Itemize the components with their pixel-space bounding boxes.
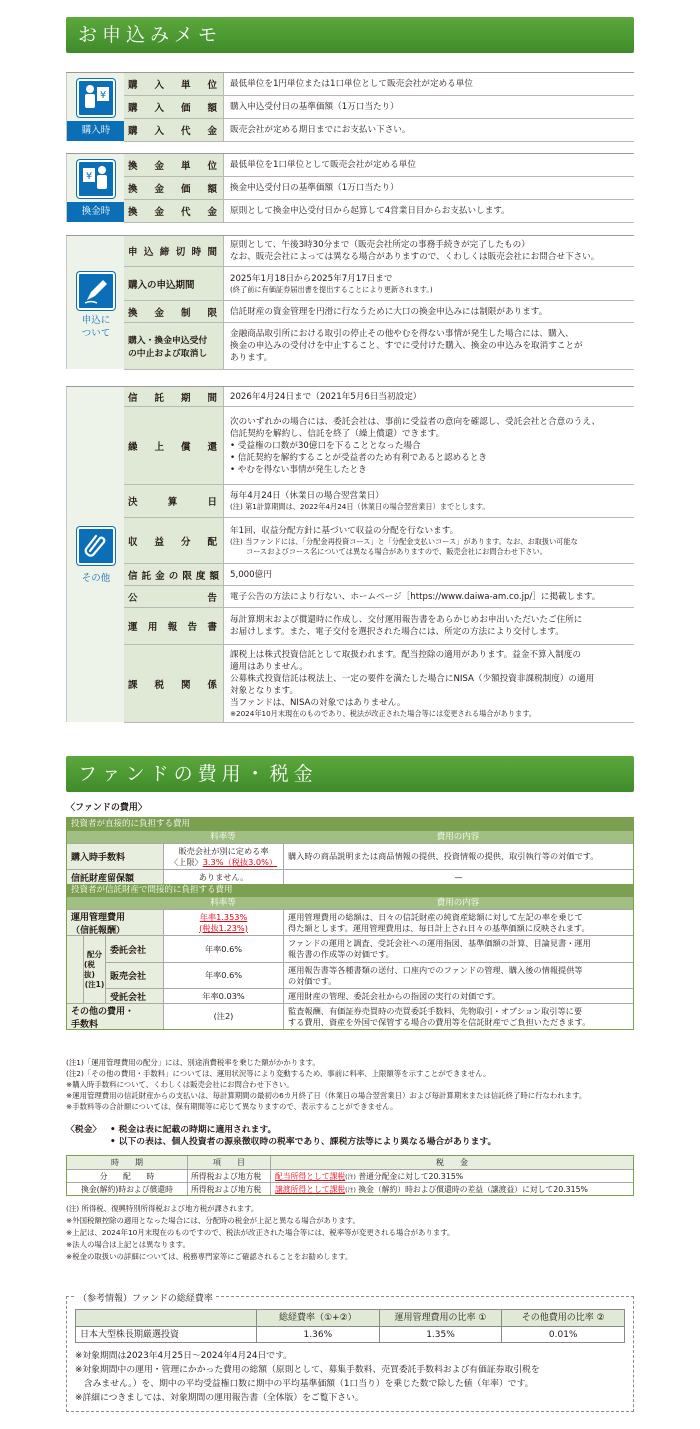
note-line: ※手数料等の合計額については、保有期間等に応じて異なりますので、表示することができません。: [66, 1102, 398, 1111]
table-row: [76, 1326, 624, 1342]
application-label-2: ついて: [81, 328, 111, 339]
row-note: コースおよびコース名については異なる場合がありますので、販売会社にお問合わせ下さい。: [246, 546, 547, 556]
note-line: ※外国税額控除の適用となった場合には、分配時の税金が上記と異なる場合があります。: [66, 1216, 360, 1225]
row-key: 運用報告書: [128, 622, 219, 633]
table-row: [67, 869, 633, 884]
row-key: 購入・換金申込受付: [128, 336, 208, 346]
note-line: ※購入時手数料について、くわしくは販売会社にお問合わせ下さい。: [66, 1080, 294, 1089]
rate-upper-value: 3.3%（税抜3.0%）: [202, 856, 278, 867]
row-content: 運用管理費用の総額は、日々の信託財産の純資産総額に対して左記の率を乗じて: [288, 911, 583, 922]
row-key: 信託期間: [128, 392, 219, 404]
pen-icon: [77, 272, 115, 310]
row-key: 購入時手数料: [67, 844, 163, 869]
table-row: [124, 119, 634, 142]
direct-costs-bar: 投資者が直接的に負担する費用: [67, 818, 633, 831]
note-line: ※法人の場合は上記とは異なります。: [66, 1240, 190, 1249]
rate-text: 年率0.6%: [163, 936, 283, 962]
row-value: 年1回、収益分配方針に基づいて収益の分配を行ないます。: [230, 525, 459, 536]
row-value: 毎計算期末および償還時に作成し、交付運用報告書をあらかじめお申出いただいたご住所に: [230, 615, 583, 625]
person-buying-icon: [77, 79, 115, 117]
svg-text:¥: ¥: [99, 90, 107, 101]
row-content: 購入時の商品説明または商品情報の提供、投資情報の提供、取引執行等の対価です。: [283, 844, 633, 869]
table-row: [124, 177, 634, 200]
note-line: ※対象期間は2023年4月25日～2024年4月24日です。: [75, 1351, 292, 1361]
allocation-label: (注1): [84, 979, 105, 989]
row-key: （信託報酬）: [71, 925, 126, 936]
tax-type: 譲渡所得として課税: [275, 1185, 346, 1194]
row-note: (注) 第1計算期間は、2022年4月24日（休業日の場合翌営業日）までとします。: [230, 502, 490, 511]
row-key: 換金単位: [128, 161, 219, 172]
row-key: の中止および取消し: [128, 349, 208, 359]
row-value: 課税上は株式投資信託として取扱われます。配当控除の適用があります。益金不算入制度の: [230, 649, 581, 660]
row-value: 最低単位を1口単位として販売会社が定める単位: [230, 160, 416, 170]
row-value: 当ファンドは、NISAの対象ではありません。: [230, 697, 406, 708]
tax-table: [66, 1155, 634, 1196]
rate-text: 年率1.353%: [199, 911, 248, 922]
row-value: あります。: [230, 353, 273, 363]
other-side: [66, 387, 124, 722]
paperclip-icon: [77, 527, 115, 565]
row-value: 電子公告の方法により行ない、ホームページ［https://www.daiwa-am.co.jp/］に掲載します。: [230, 591, 601, 602]
mgmt-ratio: 1.35%: [379, 1327, 502, 1342]
row-key: 換金制限: [128, 307, 219, 319]
row-key: 申込締切時間: [128, 247, 219, 258]
row-value: 信託財産の資金管理を円滑に行なうために大口の換金申込みには制限があります。: [230, 306, 548, 317]
table-row: [124, 200, 634, 223]
col-time: 時 期: [111, 1158, 143, 1167]
table-row: [124, 323, 634, 370]
note-line: ※対象期間中の運用・管理にかかった費用の総額（原則として、募集手数料、売買委託手数料および有価証券取引税を: [75, 1365, 540, 1375]
tax-note-mark: (注): [345, 1187, 356, 1194]
row-value: 原則として、午後3時30分まで（販売会社所定の事務手続きが完了したもの）: [230, 240, 530, 250]
row-value: 公募株式投資信託は税法上、一定の要件を満たした場合にNISA（少額投資非課税制度）の適用: [230, 673, 595, 684]
allocation-block: [67, 935, 633, 1003]
tax-note: • 以下の表は、個人投資者の源泉徴収時の税率であり、課税方法等により異なる場合があります。: [110, 1137, 497, 1147]
table-row: [124, 407, 634, 485]
row-value: 金融商品取引所における取引の停止その他やむを得ない事情が発生した場合には、購入、: [230, 329, 574, 339]
rate-text: ありません。: [163, 870, 283, 884]
row-note: (注) 当ファンドには、「分配金再投資コース」と「分配金支払いコース」があります。なお、お取扱い可能な: [230, 536, 578, 546]
table-row: [105, 962, 633, 988]
fees-header-row: [67, 897, 633, 909]
table-row: [67, 1182, 633, 1195]
table-row: [105, 988, 633, 1003]
fees-header-row: [67, 831, 633, 843]
row-content: 監査報酬、有価証券売買時の売買委託手数料、先物取引・オプション取引等に要: [288, 1005, 583, 1016]
table-row: [124, 645, 634, 723]
purchase-side: [66, 73, 124, 141]
tax-item: 所得税および地方税: [187, 1183, 270, 1195]
row-content: ファンドの運用と調査、受託会社への運用指図、基準価額の計算、目論見書・運用: [288, 938, 591, 948]
row-key: 受託会社: [105, 989, 163, 1003]
row-content: 運用報告書等各種書類の送付、口座内でのファンドの管理、購入後の情報提供等: [288, 964, 583, 975]
reference-notes: [75, 1349, 627, 1405]
reference-box: [66, 1296, 634, 1412]
table-row: [67, 1169, 633, 1182]
table-row: [67, 1003, 633, 1029]
allocation-label: 配分: [87, 949, 102, 959]
person-exchange-icon: [77, 160, 115, 198]
row-value: 毎年4月24日（休業日の場合翌営業日）: [230, 491, 384, 501]
bullet-item: • 信託契約を解約することが受益者のため有利であると認めるとき: [230, 452, 488, 463]
row-key: 販売会社: [105, 963, 163, 988]
tax-note-mark: (注): [345, 1174, 356, 1181]
row-key: 運用管理費用: [71, 912, 126, 923]
row-key: 収益分配: [128, 536, 219, 548]
col-rate: 料率等: [210, 832, 236, 842]
note-line: 含みません。）を、期中の平均受益権口数に期中の平均基準価額（1口当り）を乗じた数で除した値（年率）です。: [75, 1379, 534, 1389]
row-key: 購入価額: [128, 103, 219, 114]
col-other-ratio: その他費用の比率 ②: [501, 1310, 624, 1326]
table-row: [124, 73, 634, 96]
row-value: 信託契約を解約し、信託を終了（繰上償還）できます。: [230, 428, 445, 439]
tax-notes: [66, 1203, 634, 1262]
table-row: [124, 564, 634, 586]
table-row: [124, 586, 634, 608]
fees-subtitle: 〈ファンドの費用〉: [66, 803, 147, 813]
note-line: (注1)「運用管理費用の配分」には、別途消費税率を乗じた額がかかります。: [66, 1058, 320, 1067]
row-key: 購入の申込期間: [128, 279, 195, 291]
svg-text:¥: ¥: [85, 171, 93, 182]
tax-detail: 普通分配金に対して20.315%: [358, 1172, 464, 1181]
col-rate: 料率等: [210, 898, 236, 908]
table-row: [124, 301, 634, 323]
tax-time: 分 配 時: [99, 1172, 155, 1181]
exchange-side: [66, 154, 124, 222]
row-content: 得た額とします。運用管理費用は、毎日計上され日々の基準価額に反映されます。: [288, 922, 590, 933]
row-value: 販売会社が定める期日までにお支払い下さい。: [230, 125, 411, 135]
row-value: 購入申込受付日の基準価額（1万口当たり）: [230, 102, 399, 112]
other-label: その他: [81, 573, 111, 584]
note-line: ※運用管理費用の信託財産からの支払いは、毎計算期間の最初の6カ月終了日（休業日の場合翌営業日）および毎計算期末または信託終了時に行なわれます。: [66, 1091, 587, 1100]
table-row: [67, 843, 633, 869]
row-value: 換金の申込みの受付けを中止すること、すでに受付けた購入、換金の申込みを取消すことが: [230, 341, 583, 351]
table-row: [124, 387, 634, 407]
rate-text: 年率0.03%: [163, 989, 283, 1003]
row-key: 委託会社: [105, 936, 163, 962]
fees-title: ファンドの費用・税金: [66, 756, 634, 792]
col-content: 費用の内容: [436, 898, 480, 908]
purchase-section: [66, 72, 634, 141]
table-row: [124, 154, 634, 177]
table-row: [124, 608, 634, 645]
purchase-label: 購入時: [67, 121, 125, 141]
application-label-1: 申込に: [81, 315, 111, 326]
row-value: 5,000億円: [230, 569, 272, 580]
table-row: [124, 485, 634, 518]
allocation-label: (税抜): [84, 959, 95, 979]
row-value: 換金申込受付日の基準価額（1万口当たり）: [230, 183, 399, 193]
row-value: なお、販売会社によっては異なる場合がありますので、くわしくは販売会社にお問合せ下さい。: [230, 252, 600, 262]
col-total-ratio: 総経費率（①+②）: [256, 1310, 379, 1326]
fees-table: [66, 817, 634, 1030]
row-note: ※2024年10月末現在のものであり、税法が改正された場合等には変更される場合があります。: [230, 708, 537, 718]
col-mgmt-ratio: 運用管理費用の比率 ①: [379, 1310, 502, 1326]
rate-upper-label: 〈上限〉: [169, 856, 203, 867]
table-row: [124, 518, 634, 564]
row-key: 決算日: [128, 497, 219, 508]
table-row: [124, 96, 634, 119]
tax-note: • 税金は表に記載の時期に適用されます。: [110, 1125, 277, 1135]
table-row: [105, 936, 633, 962]
tax-detail: 換金（解約）時および償還時の差益（譲渡益）に対して20.315%: [358, 1185, 588, 1194]
row-note: (終了前に有価証券届出書を提出することにより更新されます。): [230, 284, 433, 294]
row-key: 購入単位: [128, 80, 219, 91]
rate-text: (注2): [163, 1004, 283, 1029]
row-value: 次のいずれかの場合には、委託会社は、事前に受益者の意向を確認し、受託会社と合意のうえ、: [230, 416, 601, 427]
table-row: [124, 267, 634, 301]
rate-text: (税抜1.23%): [199, 922, 248, 933]
note-line: ※詳細につきましては、対象期間の運用報告書（全体版）をご覧下さい。: [75, 1393, 364, 1403]
rate-text: 販売会社が別に定める率: [178, 845, 269, 856]
tax-intro: [66, 1124, 496, 1148]
row-value: 最低単位を1円単位または1口単位として販売会社が定める単位: [230, 79, 473, 89]
row-value: 対象となります。: [230, 685, 299, 696]
reference-title: （参考情報）ファンドの総経費率: [75, 1291, 216, 1304]
row-key: 信託金の限度額: [128, 570, 219, 582]
exchange-label: 換金時: [67, 202, 125, 222]
row-value: 2025年1月18日から2025年7月17日まで: [230, 273, 393, 284]
indirect-costs-bar: 投資者が信託財産で間接的に負担する費用: [67, 884, 633, 897]
note-line: (注2)「その他の費用・手数料」については、運用状況等により変動するため、事前に料率、上限額等を示すことができません。: [66, 1069, 491, 1078]
bullet-item: • やむを得ない事情が発生したとき: [230, 464, 367, 475]
table-row: [67, 909, 633, 935]
tax-header-row: [67, 1156, 633, 1169]
row-key: その他の費用・: [71, 1006, 135, 1017]
application-section: [66, 235, 634, 369]
fees-notes: [66, 1057, 634, 1112]
row-content: の対価です。: [288, 975, 337, 986]
total-ratio: 1.36%: [256, 1327, 379, 1342]
row-value: 原則として換金申込受付日から起算して4営業日目からお支払いします。: [230, 206, 510, 216]
row-content: 報告書の作成等の対価です。: [288, 949, 394, 959]
other-section: [66, 386, 634, 722]
row-key: 換金価額: [128, 184, 219, 195]
col-content: 費用の内容: [436, 832, 480, 842]
table-row: [124, 236, 634, 267]
fund-name: 日本大型株長期厳選投資: [80, 1330, 180, 1340]
memo-title: お申込みメモ: [66, 17, 634, 53]
row-key: 繰上償還: [128, 441, 219, 453]
note-line: ※税金の取扱いの詳細については、税務専門家等にご確認されることをお勧めします。: [66, 1252, 353, 1261]
tax-type: 配当所得として課税: [275, 1172, 346, 1181]
row-content: 運用財産の管理、委託会社からの指図の実行の対価です。: [283, 989, 633, 1003]
tax-label: 〈税金〉: [66, 1125, 102, 1135]
row-value: 適用はありません。: [230, 661, 308, 672]
row-key: 公告: [128, 592, 219, 604]
col-tax: 税 金: [270, 1156, 633, 1169]
row-value: お届けします。また、電子交付を選択された場合には、所定の方法により交付します。: [230, 627, 564, 637]
rate-text: 年率0.6%: [163, 963, 283, 988]
reference-table: [75, 1309, 625, 1343]
note-line: ※上記は、2024年10月末現在のものですので、税法が改正された場合等には、税率等が変更される場合があります。: [66, 1228, 455, 1237]
note-line: (注) 所得税、復興特別所得税および地方税が課されます。: [66, 1204, 259, 1213]
row-key: 信託財産留保額: [67, 870, 163, 884]
row-content: する費用、資産を外国で保管する場合の費用等を信託財産でご負担いただきます。: [288, 1016, 591, 1027]
other-ratio: 0.01%: [501, 1327, 624, 1342]
row-value: 2026年4月24日まで（2021年5月6日当初設定）: [230, 391, 422, 402]
tax-item: 所得税および地方税: [187, 1170, 270, 1182]
bullet-item: • 受益権の口数が30億口を下ることとなった場合: [230, 440, 421, 451]
col-item: 項 目: [187, 1156, 270, 1169]
row-content: —: [283, 870, 633, 884]
tax-time: 換金(解約)時および償還時: [81, 1185, 173, 1194]
row-key: 手数料: [71, 1019, 99, 1030]
row-key: 換金代金: [128, 207, 219, 218]
row-key: 課税関係: [128, 679, 219, 691]
exchange-section: [66, 153, 634, 222]
row-key: 購入代金: [128, 126, 219, 137]
application-side: [66, 236, 124, 369]
